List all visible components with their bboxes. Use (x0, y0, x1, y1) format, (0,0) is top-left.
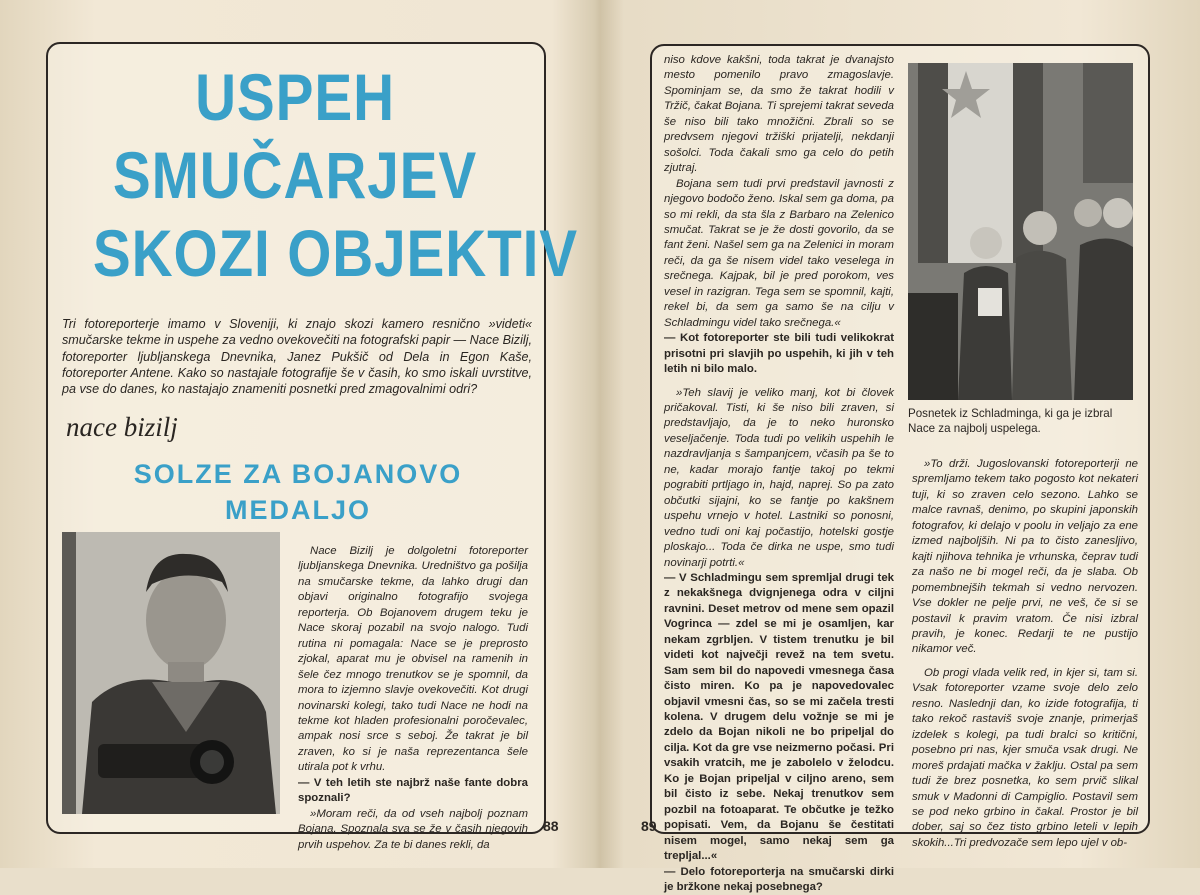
photo-caption: Posnetek iz Schladminga, ki ga je izbral Nace za najbolj uspelega. (908, 407, 1113, 435)
schladming-illustration (908, 63, 1133, 400)
page-number-right: 89 (641, 818, 657, 834)
paragraph-gap (664, 378, 894, 386)
schladming-photo (908, 63, 1133, 400)
interview-question-1: — V teh letih ste najbrž naše fante dobra spoznali? (298, 776, 528, 805)
right-paragraph-2: Bojana sem tudi prvi predstavil javnosti z njegovo bodočo ženo. Iskal sem ga doma, pa so mi rekli, da sta šla z Barbaro na Zelenico smučat. Takrat se je že dosti govorilo, da se fant ženi. Našel sem ga na Zelenici in moram reči, da ga še nisem videl tako veselega in srečnega. Kajpak, bil je pred porokom, ves vesel in razigran. Tega sem se spomnil, kajti, rekel bi, da sem ga samo še na cilju v Schladmingu videl tako srečnega.« (664, 177, 894, 329)
title-line-1: USPEH (195, 60, 395, 134)
left-paragraph-2: »Moram reči, da od vseh najbolj poznam Bojana. Spoznala sva se že v časih njegovih prvih uspehov. Za te bi danes rekli, da (298, 807, 528, 851)
right-paragraph-6: Ob progi vlada velik red, in kjer si, tam si. Vsak fotoreporter vzame svoje delo zelo resno. Naslednji dan, ko izide fotografija, ti tako rekoč rastaviš svoje znanje, primerjaš izdelek s kolegi, pa tudi bralci so kritični, posebno pri nas, kjer smuča vsak drugi. Ne moreš prdajati mačka v žaklju. Ostal pa sem tudi že brez posnetka, ko sem prvič slikal smuk v Madonni di Campiglio. Postavil sem se pod neko grbino in čakal. Prostor je bil dober, saj so čez tisto grbino leteli v lepih skokih...Tri predvozače sem lepo ujel v ob- (912, 666, 1138, 849)
title-line-2: SMUČARJEV (112, 138, 478, 212)
right-paragraph-1: niso kdove kakšni, toda takrat je dvanajsto mesto pomenilo pravo zmagoslavje. Spominjam se, da smo že takrat hodili v Tržič, čakat Bojana. Ti sprejemi takrat seveda še niso bili tako množični. Zbrali so se predvsem njegovi tržiški prijatelji, nekdanji sošolci. Toda čakali smo ga celo do petih zjutraj. (664, 54, 894, 175)
portrait-illustration (62, 532, 280, 814)
subtitle-line-2: MEDALJO (224, 495, 371, 525)
right-paragraph-4: — V Schladmingu sem spremljal drugi tek z nekakšnega dvignjenega odra v ciljni ravnini. Deset metrov od mene sem opazil Vogrinca — zdel se mi je osamljen, kar nekam zgrbljen. V tistem trenutku je bil videti kot največji revež na tem svetu. Sam sem bil do napovedi vmesnega časa čisto miren. Ko pa je napovedovalec objavil vmesni čas, so se mi začela tresti kolena. V drugem delu vožnje se mi je zdelo da Bojan nikoli ne bo pripeljal do cilja. Kot da gre vse neizmerno počasi. Pri vsakih vratcih, me je zabolelo v želodcu. Ko je Bojan pripeljal v ciljno areno, sem bil čisto iz sebe. Nekaj trenutkov sem pozbil na fotoaparat. Te občutke je težko popisati. Vem, da Bojanu še čestitati nisem mogel, samo nekaj sem ga trepljal...« (664, 571, 894, 863)
portrait-photo (62, 532, 280, 814)
right-paragraph-3: »Teh slavij je veliko manj, kot bi človek pričakoval. Tisti, ki še niso bili zraven, si predstavljajo, da je to neko huronsko veseljačenje. Toda tudi po velikih uspehih le nazdravljanja s šampanjcem, včasih pa še to ne, kadar morajo fantje takoj po tekmi pograbiti prtljago in, hajd, naprej. So pa zato občutki sijajni, ko se fantje po kakšnem uspehu vrnejo v hotel. Lastniki so ponosni, vedno tudi oni kaj počastijo, hotelski gostje ploskajo... Toda če dirka ne uspe, smo tudi novinarji potrti.« (664, 386, 894, 569)
right-paragraph-5: »To drži. Jugoslovanski fotoreporterji ne spremljamo tekem tako pogosto kot nekateri tuji, ki so zraven celo sezono. Lahko se malce ravnaš, denimo, po skupini japonskih fotografov, ki delajo v poolu in veljajo za ene izmed najboljših. Ni pa to čisto zanesljivo, kajti njihova tehnika je vrhunska, čeprav tudi za našo ne bi mogel reči, da je slaba. Ob pomembnejših tekmah si vedno nervozen. Vse dokler ne pelje prvi, ne veš, če si se postavil k pravim vratom. Če nisi izbral pravih, je konec. Redarji te ne pustijo nikamor več. (912, 458, 1138, 656)
left-column-text (298, 544, 528, 853)
interview-question-3: — Delo fotoreporterja na smučarski dirki je bržkone nekaj posebnega? (664, 865, 894, 894)
interview-question-2: — Kot fotoreporter ste bili tudi velikokrat prisotni pri slavjih po uspehih, ki jih v teh letih ni bilo malo. (664, 332, 894, 376)
article-intro: Tri fotoreporterje imamo v Sloveniji, ki znajo skozi kamero resnično »videti« smučarske tekme in uspehe za vedno ovekovečiti na fotografski papir — Nace Bizilj, fotoreporter ljubljanskega Dnevnika, Janez Pukšič od Dela in Egon Kaše, fotoreporter Antene. Kako so nastajale fotografije še v časih, ko smo iskali uvrstitve, pa vse do danes, ko nastajajo znameniti posnetki pred zmagovalnimi odri? (62, 317, 532, 397)
right-column-1-text (664, 53, 894, 895)
right-column-2-text (912, 457, 1138, 851)
page-number-left: 88 (543, 818, 559, 834)
title-line-3: SKOZI OBJEKTIV (92, 216, 579, 290)
author-name: nace bizilj (66, 412, 178, 442)
subtitle-line-1: SOLZE ZA BOJANOVO (133, 459, 463, 489)
section-subtitle (108, 456, 488, 528)
paragraph-gap-2 (912, 658, 1138, 666)
left-paragraph-1: Nace Bizilj je dolgoletni fotoreporter ljubljanskega Dnevnika. Uredništvo ga pošilja na smučarske tekme, da lahko drugi dan objavi originalno fotografijo svojega reporterja. Ob Bojanovem drugem teku je Nace skoraj pozabil na svojo nalogo. Tudi rutina ni pomagala: Nace se je preprosto zjokal, aparat mu je obvisel na ramenih in šele čez mnogo trenutkov se je spomnil, da mora to izjemno slavje ovekovečiti. Kot drugi novinarski kolegi, tako tudi Nace ne hodi na tekme kot hladen profesionalni poročevalec, ampak nosi srce s seboj. Že takrat je bil zraven, ko si je naša reprezentanca šele utirala pot k vrhu. (298, 545, 528, 774)
article-title (60, 58, 579, 292)
